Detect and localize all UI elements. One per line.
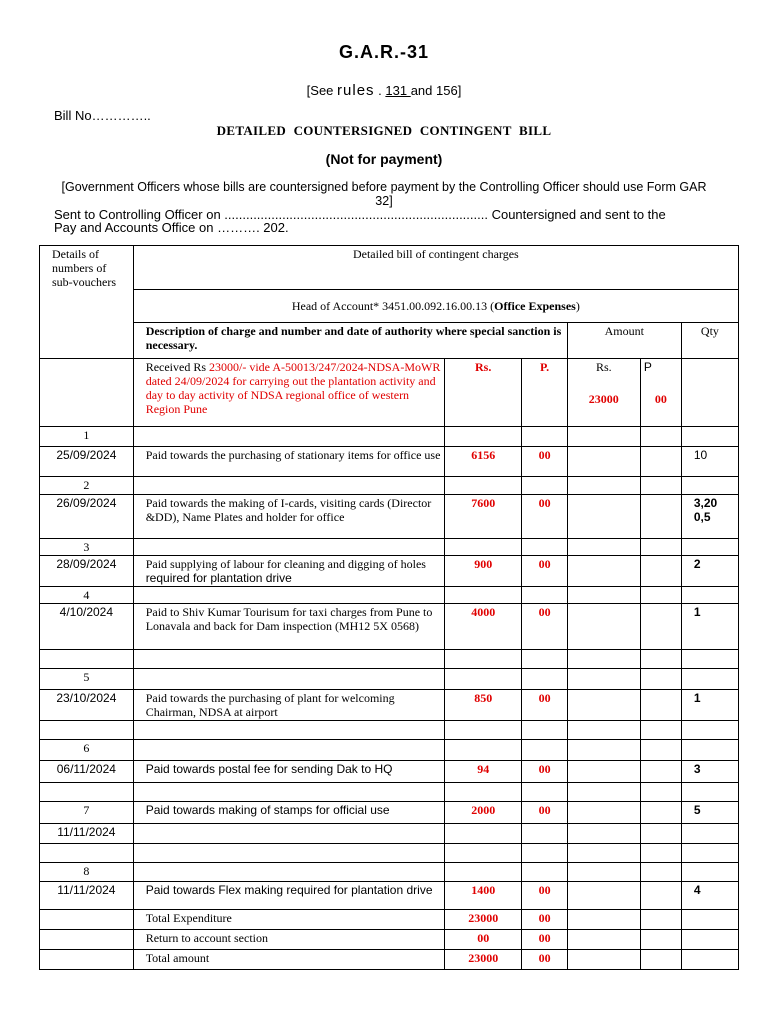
government-note: [Government Officers whose bills are countersigned before payment by the Controlling Officer should use Form GAR 32] xyxy=(61,180,707,208)
entry-date: 4/10/2024 xyxy=(40,604,134,650)
entry-p: 00 xyxy=(522,690,567,721)
entry-index: 2 xyxy=(40,477,134,495)
entry-description: Paid towards making of stamps for official use xyxy=(133,802,444,824)
entry-description: Paid towards the purchasing of stationary items for office use xyxy=(133,447,444,477)
entry-description: Paid towards Flex making required for plantation drive xyxy=(133,882,444,910)
entry-rs: 7600 xyxy=(444,495,522,539)
sent-line-1: Sent to Controlling Officer on ......................................................................... Countersigned and sent to the xyxy=(54,207,666,222)
total-p: 00 xyxy=(522,930,567,950)
entry-row xyxy=(40,761,739,783)
entry-date: 28/09/2024 xyxy=(40,556,134,587)
entry-description: Paid towards the purchasing of plant for welcoming Chairman, NDSA at airport xyxy=(133,690,444,721)
rules-reference xyxy=(0,82,768,99)
entry-qty: 5 xyxy=(681,802,738,824)
total-rs: 00 xyxy=(444,930,522,950)
entry-date: 11/11/2024 xyxy=(40,824,134,844)
entry-index: 7 xyxy=(40,802,134,824)
entry-date: 11/11/2024 xyxy=(40,882,134,910)
contingent-bill-table xyxy=(39,245,739,970)
entry-index: 3 xyxy=(40,539,134,556)
entry-index: 4 xyxy=(40,587,134,604)
rules-suffix: and 156] xyxy=(410,83,462,98)
entry-date: 26/09/2024 xyxy=(40,495,134,539)
entry-row xyxy=(40,690,739,721)
entry-rs: 850 xyxy=(444,690,522,721)
entry-rs: 94 xyxy=(444,761,522,783)
entry-p: 00 xyxy=(522,495,567,539)
total-p: 00 xyxy=(522,950,567,970)
entry-date: 06/11/2024 xyxy=(40,761,134,783)
entry-p: 00 xyxy=(522,761,567,783)
received-rs: Rs. 23000 xyxy=(567,359,640,427)
return-row xyxy=(40,930,739,950)
entry-row xyxy=(40,556,739,587)
head-of-account-name: Office Expenses xyxy=(494,299,576,313)
entry-qty: 4 xyxy=(681,882,738,910)
bill-heading: DETAILED COUNTERSIGNED CONTINGENT BILL xyxy=(216,123,552,138)
entry-index: 1 xyxy=(40,427,134,447)
description-header: Description of charge and number and date of authority where special sanction is necessary. xyxy=(133,323,567,359)
entry-description: Paid towards the making of I-cards, visiting cards (Director &DD), Name Plates and holder for office xyxy=(133,495,444,539)
entry-qty: 3 xyxy=(681,761,738,783)
total-rs: 23000 xyxy=(444,910,522,930)
received-row xyxy=(40,359,739,427)
entry-row xyxy=(40,447,739,477)
not-for-payment: (Not for payment) xyxy=(325,151,443,167)
bill-number: Bill No………….. xyxy=(54,108,151,123)
entry-date: 23/10/2024 xyxy=(40,690,134,721)
entry-index: 8 xyxy=(40,863,134,882)
entry-rs: 6156 xyxy=(444,447,522,477)
entry-row xyxy=(40,802,739,824)
rule-131: 131 xyxy=(385,83,411,98)
entry-description: Paid towards postal fee for sending Dak to HQ xyxy=(133,761,444,783)
total-label: Return to account section xyxy=(133,930,444,950)
entry-p: 00 xyxy=(522,802,567,824)
entry-p: 00 xyxy=(522,882,567,910)
rules-prefix: [See xyxy=(306,83,338,98)
total-expenditure-row xyxy=(40,910,739,930)
entry-rs: 900 xyxy=(444,556,522,587)
entry-qty: 1 xyxy=(681,604,738,650)
form-title: G.A.R.-31 xyxy=(338,42,430,62)
entry-description: Paid to Shiv Kumar Tourisum for taxi charges from Pune to Lonavala and back for Dam inspection (MH12 5X 0568) xyxy=(133,604,444,650)
total-amount-row xyxy=(40,950,739,970)
head-of-account: Head of Account* 3451.00.092.16.00.13 (Office Expenses) xyxy=(133,290,738,323)
entry-p: 00 xyxy=(522,447,567,477)
entry-index: 6 xyxy=(40,740,134,761)
amount-header: Amount xyxy=(567,323,681,359)
received-p: P 00 xyxy=(640,359,681,427)
p-label: P. xyxy=(522,359,567,427)
entry-rs: 4000 xyxy=(444,604,522,650)
entry-qty: 10 xyxy=(681,447,738,477)
entry-date: 25/09/2024 xyxy=(40,447,134,477)
detailed-bill-header: Detailed bill of contingent charges xyxy=(133,246,738,290)
sent-line-2: Pay and Accounts Office on ………. 202. xyxy=(54,220,289,235)
total-label: Total amount xyxy=(133,950,444,970)
total-label: Total Expenditure xyxy=(133,910,444,930)
rs-label: Rs. xyxy=(444,359,522,427)
entry-row xyxy=(40,604,739,650)
entry-description: Paid supplying of labour for cleaning and digging of holes required for plantation drive xyxy=(133,556,444,587)
entry-rs: 1400 xyxy=(444,882,522,910)
rules-mid: . xyxy=(374,83,386,98)
entry-p: 00 xyxy=(522,556,567,587)
entry-index: 5 xyxy=(40,669,134,690)
entry-qty: 1 xyxy=(681,690,738,721)
entry-row xyxy=(40,495,739,539)
details-header: Details of numbers of sub-vouchers xyxy=(40,246,134,359)
received-description: Received Rs 23000/- vide A-50013/247/2024-NDSA-MoWR dated 24/09/2024 for carrying out the plantation activity and day to day activity of NDSA regional office of western Region Pune xyxy=(133,359,444,427)
entry-qty: 2 xyxy=(681,556,738,587)
entry-p: 00 xyxy=(522,604,567,650)
total-p: 00 xyxy=(522,910,567,930)
entry-row xyxy=(40,882,739,910)
rules-word: rules xyxy=(337,82,375,99)
entry-rs: 2000 xyxy=(444,802,522,824)
entry-qty: 3,20 0,5 xyxy=(681,495,738,539)
qty-header: Qty xyxy=(681,323,738,359)
total-rs: 23000 xyxy=(444,950,522,970)
